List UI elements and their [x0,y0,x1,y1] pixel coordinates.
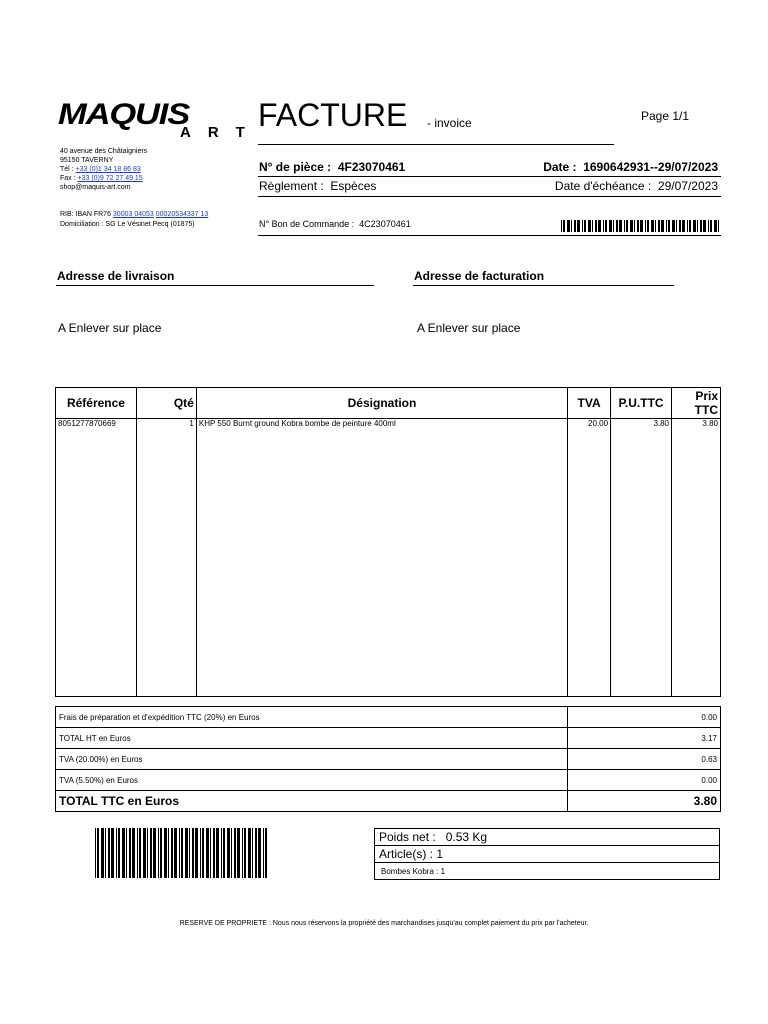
billing-address-title: Adresse de facturation [414,269,545,283]
barcode-bar [571,220,572,232]
barcode-bar [227,828,230,878]
barcode-bar [216,828,219,878]
barcode-bar [111,828,114,878]
barcode-bar [179,828,180,878]
barcode-bar [582,220,583,232]
barcode-bar [150,828,152,878]
weight-cell [375,829,720,846]
barcode-bar [697,220,698,232]
rib-line [60,210,208,220]
cell-qty: 1 [136,419,196,697]
barcode-bar [202,828,204,878]
barcode-bar [223,828,225,878]
totals-row-frais [56,707,721,728]
barcode-bar [703,220,706,232]
barcode-bar [132,828,135,878]
payment-label: Règlement : [259,179,324,193]
document-title: FACTURE [258,97,408,133]
barcode-bar [108,828,110,878]
due-date [555,179,718,193]
summary-table [374,828,720,880]
totals-row-tva55 [56,770,721,791]
barcode-bar [118,828,120,878]
fax-label: Fax : [60,175,78,182]
piece-label: N° de pièce : [259,160,332,174]
company-phone [60,165,147,174]
rib-link-2[interactable]: 00020534337 13 [155,211,209,218]
weight-label: Poids net : [379,830,436,844]
delivery-address-title: Adresse de livraison [57,269,175,283]
tva20-value: 0.63 [568,749,721,770]
date-label: Date : [543,160,577,174]
barcode-bar [139,828,141,878]
due-date-label: Date d'échéance : [554,179,652,193]
bank-info [60,210,208,230]
info-divider-2 [258,196,721,197]
company-logo-sub: ART [180,124,262,141]
barcode-bar [613,220,614,232]
due-date-value: 29/07/2023 [657,179,718,193]
barcode-bar [563,220,565,232]
title-divider [258,144,614,145]
col-tva: TVA [568,388,611,419]
barcode-bar [588,220,591,232]
summary-row-poids [375,829,720,846]
barcode-bar [168,828,169,878]
barcode-bar [189,828,190,878]
table-row [56,419,721,697]
totals-row-tva20 [56,749,721,770]
barcode-bar [714,220,717,232]
barcode-bar [248,828,251,878]
col-qty: Qté [136,388,196,419]
barcode-bar [237,828,240,878]
col-designation: Désignation [196,388,567,419]
summary-row-bombes [375,863,720,880]
barcode-bar [116,828,117,878]
date-value: 1690642931--29/07/2023 [583,160,718,174]
invoice-date [543,160,718,174]
barcode-bar [160,828,162,878]
ttc-value: 3.80 [568,791,721,812]
barcode-bar [666,220,667,232]
barcode-bar [567,220,570,232]
barcode-bar [137,828,138,878]
barcode-bar [655,220,656,232]
barcode-bar [158,828,159,878]
barcode-bar [147,828,148,878]
col-price: Prix TTC [672,388,721,419]
info-divider-1 [258,176,721,177]
barcode-bar [605,220,607,232]
barcode-bar [255,828,257,878]
barcode-bar [244,828,246,878]
items-table [55,387,721,697]
articles-cell [375,846,720,863]
barcode-bar [129,828,131,878]
barcode-bar [561,220,562,232]
barcode-bar [609,220,612,232]
barcode-bar [645,220,646,232]
barcode-bar [682,220,685,232]
articles-label: Article(s) : [379,847,433,861]
ht-value: 3.17 [568,728,721,749]
articles-value: 1 [436,847,444,861]
tva20-label: TVA (20.00%) en Euros [56,749,568,770]
barcode-bar [619,220,622,232]
payment-method [259,179,376,193]
barcode-bar [640,220,643,232]
barcode-bar [263,828,264,878]
ht-label: TOTAL HT en Euros [56,728,568,749]
barcode-bar [598,220,601,232]
cell-tva: 20.00 [568,419,611,697]
col-unit-price: P.U.TTC [611,388,672,419]
barcode-bar [195,828,198,878]
barcode-bar [679,220,681,232]
company-address-line1: 40 avenue des Châtaigniers [60,148,148,155]
barcode-bar [658,220,660,232]
barcode-bar [603,220,604,232]
cell-price: 3.80 [672,419,721,697]
barcode-bar [630,220,633,232]
barcode-bar [192,828,194,878]
info-divider-3 [258,235,721,236]
phone-label: Tél : [60,166,76,173]
billing-address: A Enlever sur place [417,321,521,335]
tva55-value: 0.00 [568,770,721,791]
page-number: Page 1/1 [641,109,690,123]
items-header-row [56,388,721,419]
barcode-bar [213,828,215,878]
barcode-bar [687,220,688,232]
delivery-address: A Enlever sur place [58,321,162,335]
tva55-label: TVA (5.50%) en Euros [56,770,568,791]
company-address-line2: 95150 TAVERNY [60,157,114,164]
barcode-bar [122,828,125,878]
barcode-bar [637,220,639,232]
barcode-bar [634,220,635,232]
barcode-bar [101,828,104,878]
col-reference: Référence [56,388,137,419]
barcode-bar [595,220,597,232]
barcode-bar [200,828,201,878]
frais-label: Frais de préparation et d'expédition TTC (20%) en Euros [56,707,568,728]
ttc-label: TOTAL TTC en Euros [56,791,568,812]
barcode-bar [693,220,696,232]
company-logo: MAQUIS [58,98,190,131]
totals-row-ttc [56,791,721,812]
company-info [60,147,147,192]
barcode-bar [171,828,173,878]
barcode-bar [668,220,670,232]
barcode-bar [718,220,719,232]
barcode-bar [574,220,576,232]
invoice-barcode [95,828,269,878]
barcode-bar [234,828,236,878]
rib-link-1[interactable]: 30003 04053 [112,211,154,218]
barcode-bar [676,220,677,232]
fax-link[interactable]: +33 (0)9 72 27 49 15 [77,175,143,182]
barcode-bar [210,828,211,878]
barcode-bar [651,220,654,232]
order-number [259,219,411,229]
billing-divider [413,285,674,286]
company-email: shop@maquis-art.com [60,184,131,191]
barcode-bar [584,220,586,232]
barcode-bar [647,220,649,232]
barcode-bar [221,828,222,878]
weight-value: 0.53 Kg [445,830,488,844]
phone-link[interactable]: +33 (0)1 34 18 86 83 [75,166,141,173]
barcode-bar [258,828,261,878]
barcode-bar [126,828,127,878]
cell-reference: 8051277870669 [56,419,137,697]
barcode-bar [185,828,188,878]
order-value: 4C23070461 [359,219,411,229]
barcode-bar [105,828,106,878]
document-subtitle: - invoice [427,116,472,130]
barcode-bar [206,828,209,878]
totals-table [55,706,721,812]
payment-value: Espèces [330,179,377,193]
barcode-bar [242,828,243,878]
reserve-propriete: RESERVE DE PROPRIETE : Nous nous réservons la propriété des marchandises jusqu'au complet paiement du prix par l'acheteur. [179,920,589,927]
barcode-bar [252,828,253,878]
order-label: N° Bon de Commande : [259,219,355,229]
barcode-bar [577,220,580,232]
piece-value: 4F23070461 [337,160,406,174]
barcode-bar [700,220,702,232]
barcode-bar [181,828,183,878]
piece-number [259,160,405,174]
barcode-bar [626,220,628,232]
barcode-bar [616,220,618,232]
barcode-bar [265,828,267,878]
domiciliation: Domiciliation : SG Le Vésinet Pecq (01875) [60,221,195,228]
barcode-bar [592,220,593,232]
barcode-bar [231,828,232,878]
barcode-bar [95,828,96,878]
barcode-bar [689,220,691,232]
cell-designation: KHP 550 Burnt ground Kobra bombe de peinture 400ml [196,419,567,697]
barcode-bar [97,828,99,878]
barcode-bar [164,828,167,878]
barcode-bar [143,828,146,878]
totals-row-ht [56,728,721,749]
barcode-bar [710,220,712,232]
barcode-bar [708,220,709,232]
barcode-bar [672,220,675,232]
company-fax [60,174,147,183]
cell-unit-price: 3.80 [611,419,672,697]
barcode-bar [153,828,156,878]
delivery-divider [56,285,374,286]
barcode-bar [174,828,177,878]
rib-label: RIB: IBAN FR76 [60,211,113,218]
frais-value: 0.00 [568,707,721,728]
summary-row-articles [375,846,720,863]
barcode-bar [661,220,664,232]
order-barcode [561,220,721,232]
barcode-bar [624,220,625,232]
bombes-count: Bombes Kobra : 1 [375,863,720,880]
